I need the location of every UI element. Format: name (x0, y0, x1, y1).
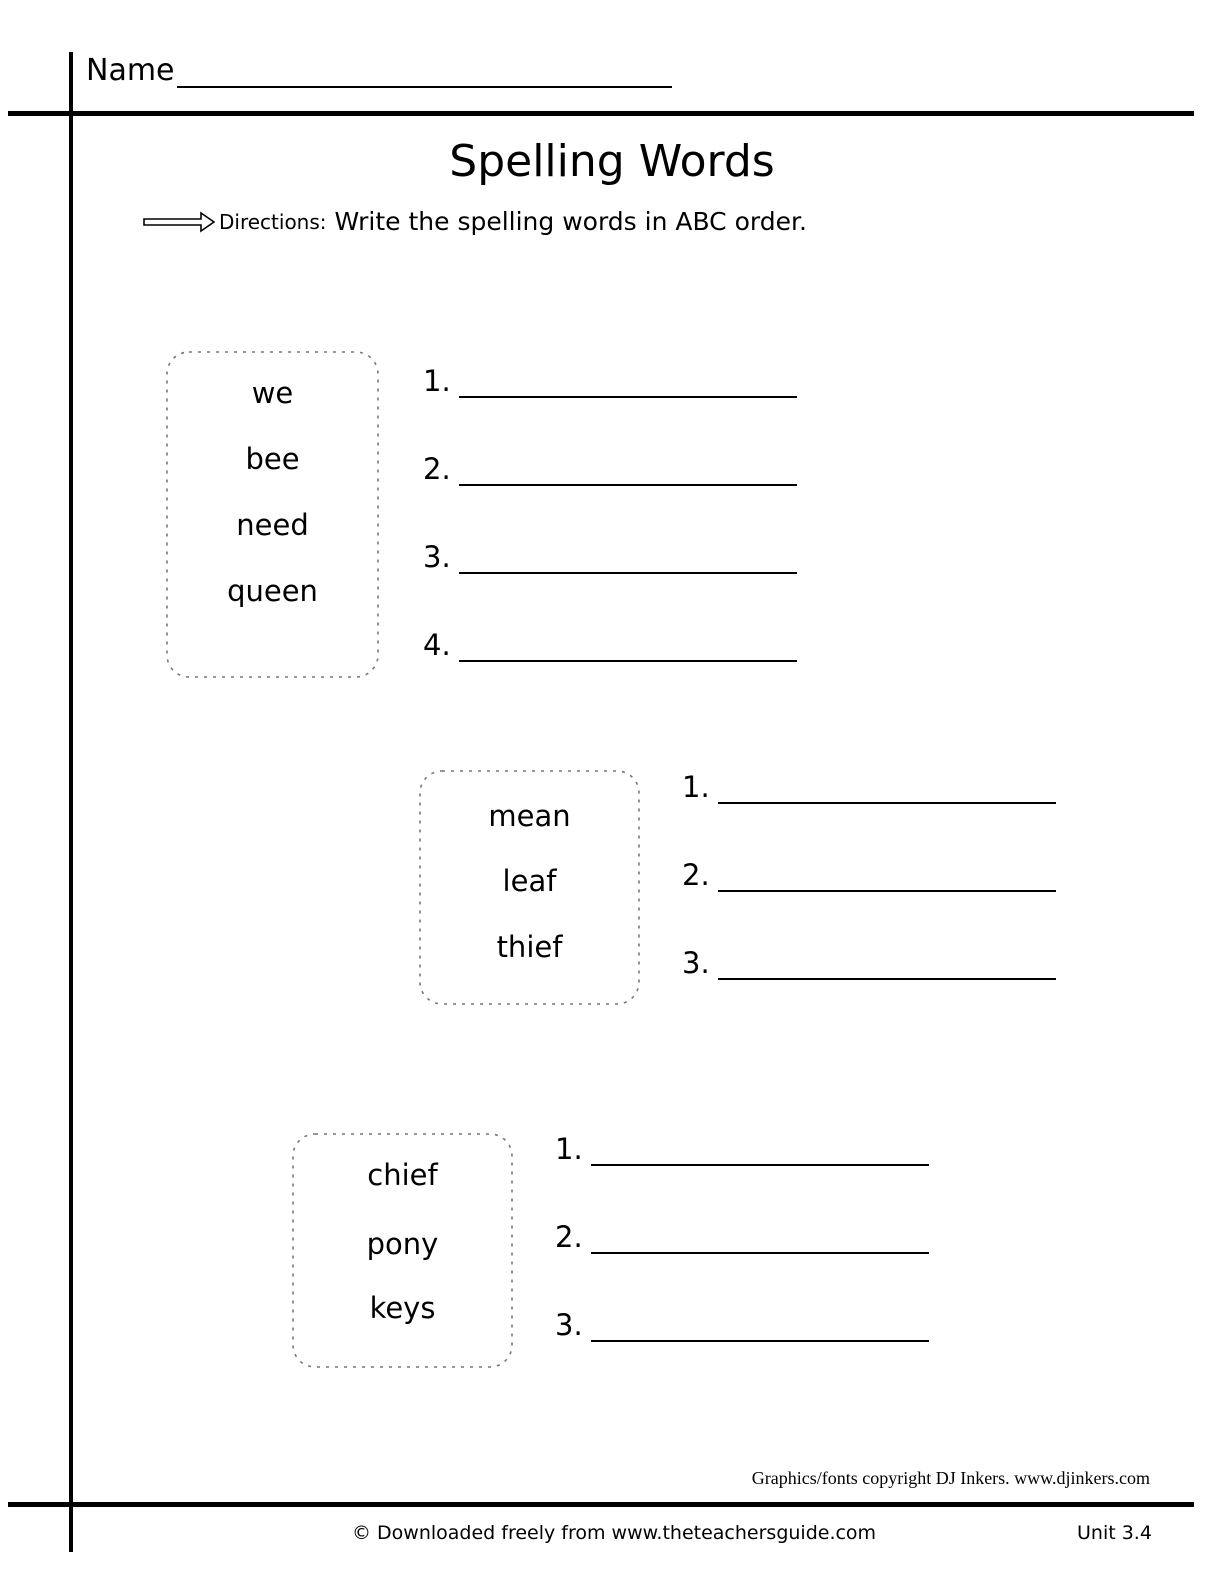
answer-number: 4. (423, 628, 451, 662)
answer-number: 2. (682, 858, 710, 892)
word-item: we (251, 376, 294, 410)
answer-blank[interactable] (459, 460, 797, 486)
answer-number: 3. (555, 1308, 583, 1342)
download-credit: © Downloaded freely from www.theteachersguide.com (352, 1522, 877, 1544)
answer-number: 2. (423, 452, 451, 486)
answer-blank[interactable] (718, 866, 1056, 892)
answer-row[interactable] (423, 628, 797, 662)
directions-text: Write the spelling words in ABC order. (334, 207, 807, 236)
answer-blank[interactable] (718, 778, 1056, 804)
answer-blank[interactable] (459, 548, 797, 574)
name-field[interactable] (86, 52, 672, 88)
word-item: mean (488, 799, 571, 833)
word-item: keys (369, 1291, 436, 1325)
word-box-2 (412, 765, 647, 1010)
page-title: Spelling Words (449, 136, 775, 187)
directions (143, 207, 807, 236)
margin-line (69, 52, 73, 1552)
answer-number: 2. (555, 1220, 583, 1254)
word-item: queen (227, 574, 318, 608)
directions-label: Directions: (219, 209, 327, 234)
answer-blank[interactable] (718, 954, 1056, 980)
copyright-credit: Graphics/fonts copyright DJ Inkers. www.djinkers.com (751, 1468, 1150, 1488)
answer-blank[interactable] (591, 1228, 929, 1254)
answer-number: 1. (423, 364, 451, 398)
word-box-1 (155, 342, 390, 687)
answer-blank[interactable] (459, 636, 797, 662)
word-item: pony (366, 1227, 439, 1261)
answer-row[interactable] (423, 452, 797, 486)
answer-blank[interactable] (591, 1316, 929, 1342)
answer-number: 3. (682, 946, 710, 980)
footer-divider (8, 1502, 1194, 1507)
answer-row[interactable] (555, 1308, 929, 1342)
name-label: Name (86, 53, 175, 88)
answer-row[interactable] (555, 1220, 929, 1254)
word-box-3 (285, 1128, 520, 1373)
answer-row[interactable] (555, 1132, 929, 1166)
word-item: need (236, 508, 309, 542)
header-divider (8, 111, 1194, 116)
answer-blank[interactable] (591, 1140, 929, 1166)
answer-number: 3. (423, 540, 451, 574)
outline-arrow-icon (143, 211, 215, 233)
word-item: thief (496, 930, 563, 964)
unit-label: Unit 3.4 (1077, 1522, 1152, 1544)
word-item: leaf (502, 864, 557, 898)
word-item: chief (367, 1158, 438, 1192)
word-item: bee (245, 442, 300, 476)
answer-blank[interactable] (459, 372, 797, 398)
answer-number: 1. (682, 770, 710, 804)
answer-row[interactable] (423, 540, 797, 574)
answer-number: 1. (555, 1132, 583, 1166)
answer-row[interactable] (423, 364, 797, 398)
answer-row[interactable] (682, 946, 1056, 980)
answer-row[interactable] (682, 770, 1056, 804)
name-blank-line[interactable] (177, 52, 672, 88)
answer-row[interactable] (682, 858, 1056, 892)
